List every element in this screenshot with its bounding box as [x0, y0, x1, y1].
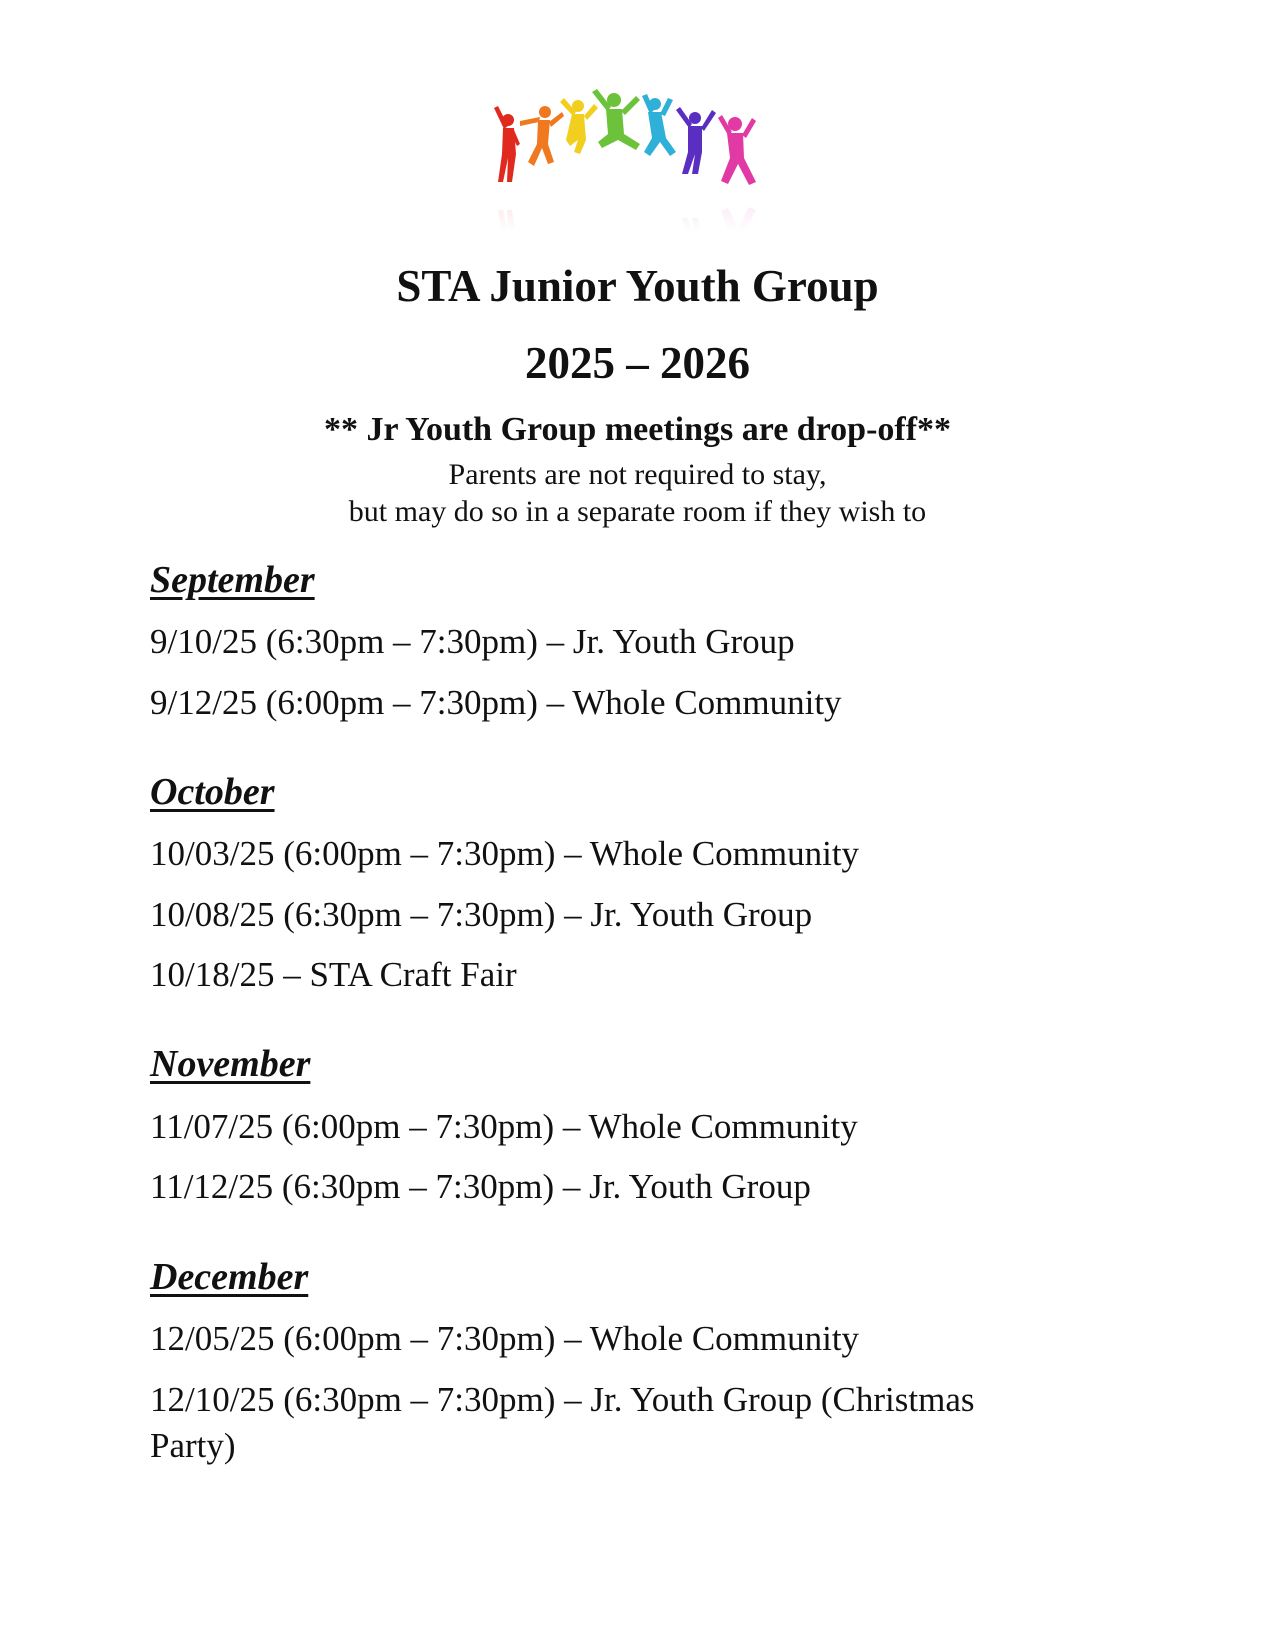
- event-item: 10/03/25 (6:00pm – 7:30pm) – Whole Community: [150, 834, 860, 873]
- month-heading-november: November: [150, 1043, 311, 1085]
- page-title: STA Junior Youth Group: [396, 261, 879, 311]
- month-heading-december: December: [150, 1256, 309, 1298]
- school-year: 2025 – 2026: [525, 338, 750, 388]
- event-item: 11/07/25 (6:00pm – 7:30pm) – Whole Community: [150, 1107, 858, 1146]
- parents-note-line-2: but may do so in a separate room if they wish to: [348, 495, 927, 528]
- event-item: 9/10/25 (6:30pm – 7:30pm) – Jr. Youth Group: [150, 622, 795, 661]
- month-heading-october: October: [150, 771, 275, 813]
- event-item: 12/05/25 (6:00pm – 7:30pm) – Whole Community: [150, 1319, 860, 1358]
- event-item: 10/18/25 – STA Craft Fair: [150, 955, 517, 994]
- event-item: 12/10/25 (6:30pm – 7:30pm) – Jr. Youth Group (Christmas Party): [150, 1380, 975, 1465]
- event-item: 9/12/25 (6:00pm – 7:30pm) – Whole Community: [150, 683, 842, 722]
- event-item: 10/08/25 (6:30pm – 7:30pm) – Jr. Youth Group: [150, 895, 813, 934]
- jumping-kids-logo-icon: [490, 82, 780, 232]
- drop-off-notice: ** Jr Youth Group meetings are drop-off**: [323, 411, 952, 448]
- event-item: 11/12/25 (6:30pm – 7:30pm) – Jr. Youth Group: [150, 1167, 811, 1206]
- month-heading-september: September: [150, 559, 315, 601]
- parents-note-line-1: Parents are not required to stay,: [448, 458, 827, 491]
